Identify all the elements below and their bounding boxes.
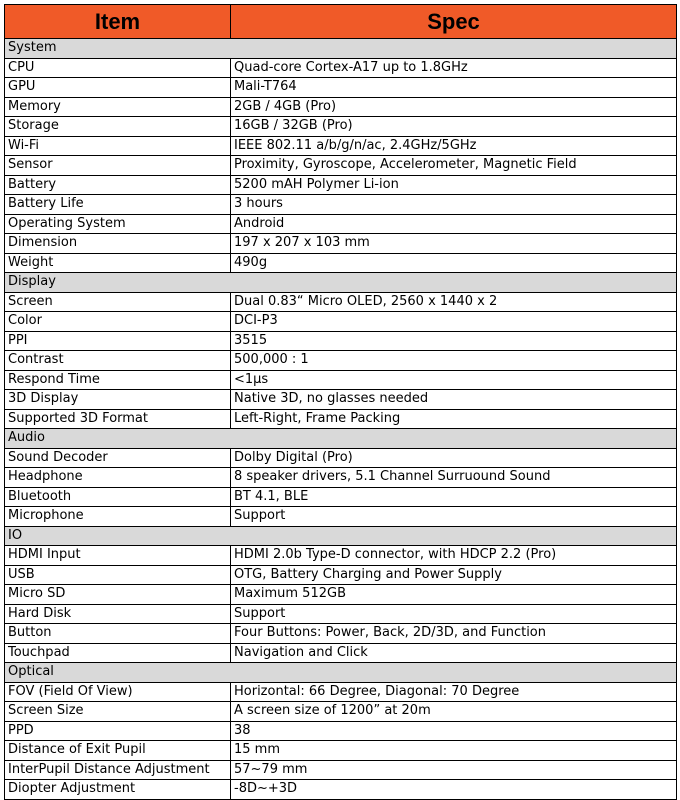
- item-cell: PPI: [5, 331, 231, 351]
- table-row: [5, 760, 677, 780]
- spec-cell: Native 3D, no glasses needed: [231, 390, 677, 410]
- table-row: [5, 175, 677, 195]
- item-cell: Storage: [5, 117, 231, 137]
- table-row: [5, 370, 677, 390]
- spec-cell: Dual 0.83“ Micro OLED, 2560 x 1440 x 2: [231, 292, 677, 312]
- spec-cell: -8D~+3D: [231, 780, 677, 800]
- table-row: [5, 546, 677, 566]
- table-row: [5, 253, 677, 273]
- spec-cell: OTG, Battery Charging and Power Supply: [231, 565, 677, 585]
- header-item: Item: [5, 5, 231, 39]
- table-row: [5, 234, 677, 254]
- spec-cell: 57~79 mm: [231, 760, 677, 780]
- item-cell: FOV (Field Of View): [5, 682, 231, 702]
- table-row: [5, 78, 677, 98]
- spec-cell: Left-Right, Frame Packing: [231, 409, 677, 429]
- table-row: [5, 565, 677, 585]
- item-cell: Dimension: [5, 234, 231, 254]
- table-row: [5, 741, 677, 761]
- item-cell: Hard Disk: [5, 604, 231, 624]
- spec-cell: Quad-core Cortex-A17 up to 1.8GHz: [231, 58, 677, 78]
- item-cell: Bluetooth: [5, 487, 231, 507]
- item-cell: Micro SD: [5, 585, 231, 605]
- table-row: [5, 97, 677, 117]
- section-title: System: [5, 39, 677, 59]
- section-row-audio: [5, 429, 677, 449]
- spec-cell: 5200 mAH Polymer Li-ion: [231, 175, 677, 195]
- item-cell: Battery Life: [5, 195, 231, 215]
- spec-table: [4, 4, 677, 800]
- table-row: [5, 351, 677, 371]
- spec-cell: A screen size of 1200” at 20m: [231, 702, 677, 722]
- table-row: [5, 195, 677, 215]
- spec-cell: 3 hours: [231, 195, 677, 215]
- table-row: [5, 682, 677, 702]
- item-cell: Diopter Adjustment: [5, 780, 231, 800]
- table-row: [5, 585, 677, 605]
- item-cell: Battery: [5, 175, 231, 195]
- spec-cell: Proximity, Gyroscope, Accelerometer, Magnetic Field: [231, 156, 677, 176]
- item-cell: CPU: [5, 58, 231, 78]
- table-row: [5, 643, 677, 663]
- table-header-row: [5, 5, 677, 39]
- header-spec: Spec: [231, 5, 677, 39]
- spec-cell: DCI-P3: [231, 312, 677, 332]
- spec-cell: 3515: [231, 331, 677, 351]
- spec-cell: 490g: [231, 253, 677, 273]
- table-row: [5, 507, 677, 527]
- spec-cell: Maximum 512GB: [231, 585, 677, 605]
- item-cell: InterPupil Distance Adjustment: [5, 760, 231, 780]
- spec-cell: <1µs: [231, 370, 677, 390]
- item-cell: GPU: [5, 78, 231, 98]
- spec-cell: 16GB / 32GB (Pro): [231, 117, 677, 137]
- item-cell: Memory: [5, 97, 231, 117]
- spec-cell: Horizontal: 66 Degree, Diagonal: 70 Degree: [231, 682, 677, 702]
- spec-cell: 15 mm: [231, 741, 677, 761]
- section-title: IO: [5, 526, 677, 546]
- spec-cell: Support: [231, 604, 677, 624]
- item-cell: Sensor: [5, 156, 231, 176]
- spec-cell: HDMI 2.0b Type-D connector, with HDCP 2.2 (Pro): [231, 546, 677, 566]
- table-row: [5, 390, 677, 410]
- spec-cell: Navigation and Click: [231, 643, 677, 663]
- item-cell: Operating System: [5, 214, 231, 234]
- item-cell: HDMI Input: [5, 546, 231, 566]
- table-body: [5, 39, 677, 800]
- spec-cell: IEEE 802.11 a/b/g/n/ac, 2.4GHz/5GHz: [231, 136, 677, 156]
- section-title: Audio: [5, 429, 677, 449]
- spec-cell: 8 speaker drivers, 5.1 Channel Surruound Sound: [231, 468, 677, 488]
- table-row: [5, 721, 677, 741]
- item-cell: Respond Time: [5, 370, 231, 390]
- table-row: [5, 624, 677, 644]
- section-title: Display: [5, 273, 677, 293]
- table-row: [5, 58, 677, 78]
- item-cell: Screen Size: [5, 702, 231, 722]
- item-cell: Sound Decoder: [5, 448, 231, 468]
- item-cell: Microphone: [5, 507, 231, 527]
- item-cell: Supported 3D Format: [5, 409, 231, 429]
- item-cell: Touchpad: [5, 643, 231, 663]
- item-cell: Contrast: [5, 351, 231, 371]
- table-row: [5, 292, 677, 312]
- table-row: [5, 117, 677, 137]
- table-row: [5, 448, 677, 468]
- table-row: [5, 468, 677, 488]
- spec-cell: 38: [231, 721, 677, 741]
- section-row-display: [5, 273, 677, 293]
- item-cell: Distance of Exit Pupil: [5, 741, 231, 761]
- table-row: [5, 156, 677, 176]
- spec-cell: 500,000 : 1: [231, 351, 677, 371]
- table-row: [5, 214, 677, 234]
- item-cell: Weight: [5, 253, 231, 273]
- spec-cell: Dolby Digital (Pro): [231, 448, 677, 468]
- table-row: [5, 604, 677, 624]
- section-row-system: [5, 39, 677, 59]
- spec-cell: Support: [231, 507, 677, 527]
- spec-cell: 197 x 207 x 103 mm: [231, 234, 677, 254]
- table-row: [5, 312, 677, 332]
- section-row-optical: [5, 663, 677, 683]
- table-row: [5, 331, 677, 351]
- item-cell: Headphone: [5, 468, 231, 488]
- section-title: Optical: [5, 663, 677, 683]
- table-row: [5, 487, 677, 507]
- item-cell: Wi-Fi: [5, 136, 231, 156]
- table-row: [5, 136, 677, 156]
- table-row: [5, 702, 677, 722]
- item-cell: Color: [5, 312, 231, 332]
- spec-cell: Android: [231, 214, 677, 234]
- spec-cell: BT 4.1, BLE: [231, 487, 677, 507]
- table-row: [5, 409, 677, 429]
- spec-cell: Four Buttons: Power, Back, 2D/3D, and Function: [231, 624, 677, 644]
- table-row: [5, 780, 677, 800]
- section-row-io: [5, 526, 677, 546]
- item-cell: Screen: [5, 292, 231, 312]
- item-cell: Button: [5, 624, 231, 644]
- spec-cell: 2GB / 4GB (Pro): [231, 97, 677, 117]
- item-cell: USB: [5, 565, 231, 585]
- spec-cell: Mali-T764: [231, 78, 677, 98]
- item-cell: 3D Display: [5, 390, 231, 410]
- item-cell: PPD: [5, 721, 231, 741]
